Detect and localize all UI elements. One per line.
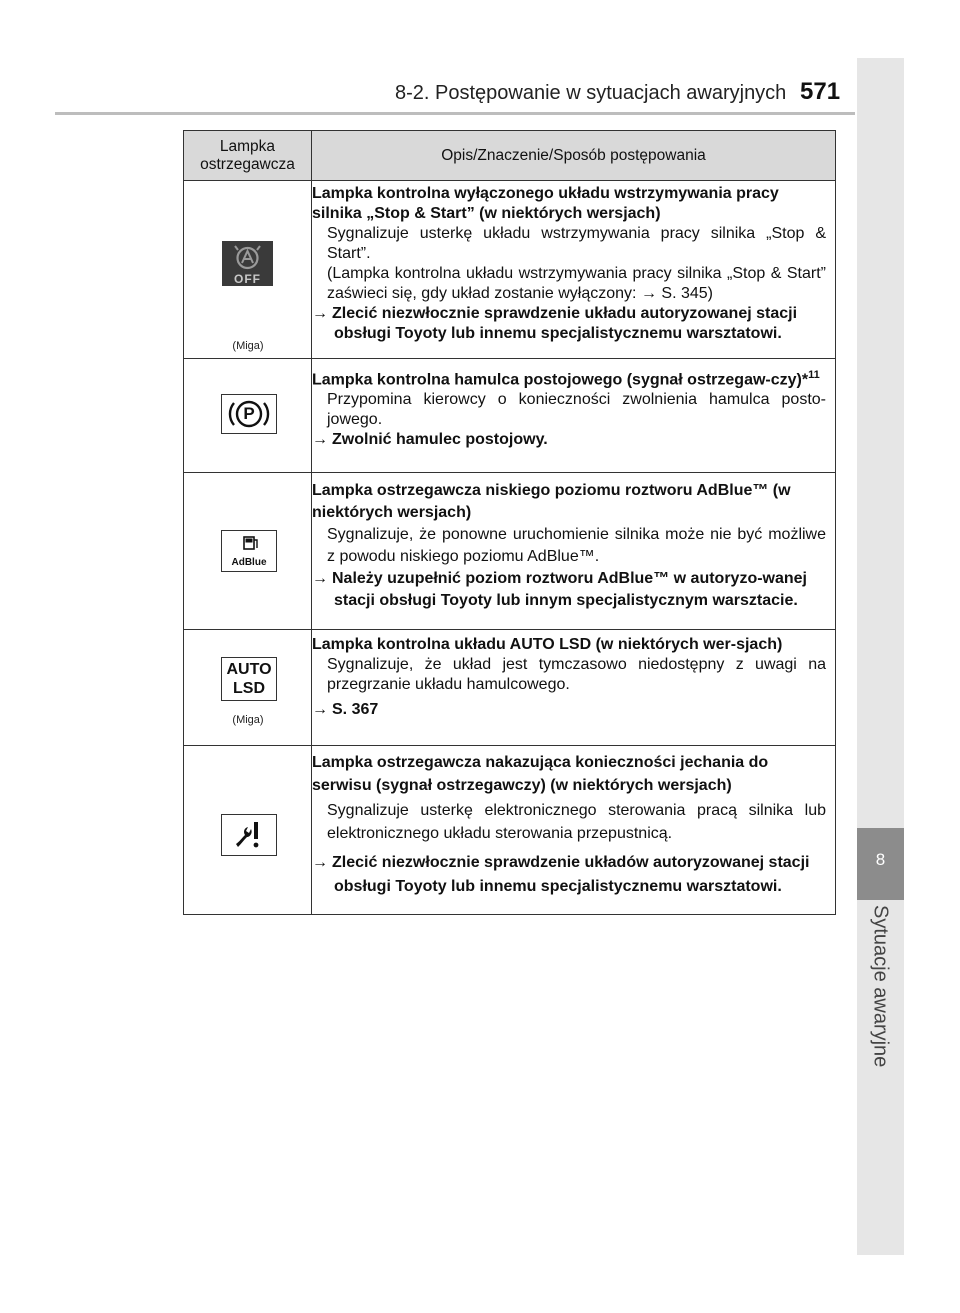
parking-brake-icon: [221, 394, 277, 434]
header-title: 8-2. Postępowanie w sytuacjach awaryjnych: [395, 82, 787, 104]
row-action: → Zwolnić hamulec postojowy.: [312, 431, 548, 449]
side-tab-label: Sytuacje awaryjne: [869, 905, 892, 1068]
table-row: [184, 745, 835, 914]
page-number: 571: [800, 78, 841, 105]
warning-lights-table: [183, 130, 836, 915]
row-action: → S. 367: [312, 701, 379, 718]
table-row: [184, 180, 835, 358]
row-note: (Lampka kontrolna układu wstrzymywania pracy silnika „Stop & Start” zaświeci się, gdy układ zostanie wyłączony: → S. 345): [327, 265, 826, 302]
table-row: [184, 358, 835, 472]
icon-auto-label: AUTO: [226, 661, 272, 678]
row-description: Przypomina kierowcy o konieczności zwolnienia hamulca posto-jowego.: [327, 391, 826, 429]
stop-start-off-icon: [222, 241, 273, 286]
row-description: Sygnalizuje, że układ jest tymczasowo niedostępny z uwagi na przegrzanie układu hamulcowego.: [327, 656, 826, 693]
icon-off-label: OFF: [234, 272, 261, 286]
col-header-lamp: Lampka ostrzegawcza: [184, 131, 312, 180]
adblue-icon: [221, 530, 277, 572]
row-description: Sygnalizuje, że ponowne uruchomienie silnika może nie być możliwe z powodu niskiego poziomu AdBlue™.: [327, 526, 826, 565]
row-action: → Należy uzupełnić poziom roztworu AdBlue™ w autoryzo-wanej stacji obsługi Toyoty lub innym specjalistycznym warsztacie.: [312, 570, 807, 609]
icon-lsd-label: LSD: [233, 680, 265, 697]
auto-lsd-icon: [221, 657, 277, 701]
blinking-note: (Miga): [232, 340, 264, 352]
side-tab-bar: [857, 58, 904, 1255]
blinking-note: (Miga): [232, 714, 264, 726]
row-title: Lampka kontrolna układu AUTO LSD (w niektórych wer-sjach): [312, 636, 783, 653]
side-tab-number: 8: [875, 850, 886, 869]
row-title: Lampka ostrzegawcza niskiego poziomu roztworu AdBlue™ (w niektórych wersjach): [312, 482, 791, 521]
row-action: → Zlecić niezwłocznie sprawdzenie układu autoryzowanej stacji obsługi Toyoty lub innemu specjalistycznemu warsztatowi.: [312, 305, 798, 342]
table-header: [184, 131, 835, 180]
icon-adblue-label: AdBlue: [231, 557, 267, 568]
row-description: Sygnalizuje usterkę układu wstrzymywania pracy silnika „Stop & Start”.: [327, 225, 826, 262]
table-row: [184, 629, 835, 745]
row-title: Lampka ostrzegawcza nakazująca konieczności jechania do serwisu (sygnał ostrzegawczy) (w niektórych wersjach): [312, 754, 769, 794]
col-header-description: Opis/Znaczenie/Sposób postępowania: [441, 146, 706, 164]
service-warning-icon: [221, 814, 277, 856]
row-title: Lampka kontrolna hamulca postojowego (sygnał ostrzegaw-czy)*$^{11}$: [312, 369, 820, 389]
icon-p-letter: P: [243, 404, 255, 423]
table-row: [184, 472, 835, 629]
row-action: → Zlecić niezwłocznie sprawdzenie układów autoryzowanej stacji obsługi Toyoty lub innemu specjalistycznemu warsztatowi.: [312, 854, 810, 895]
header-rule: [55, 112, 855, 115]
row-description: Sygnalizuje usterkę elektronicznego sterowania pracą silnika lub elektronicznego układu sterowania przepustnicą.: [327, 802, 826, 842]
row-title: Lampka kontrolna wyłączonego układu wstrzymywania pracy silnika „Stop & Start” (w niektórych wersjach): [312, 185, 779, 222]
